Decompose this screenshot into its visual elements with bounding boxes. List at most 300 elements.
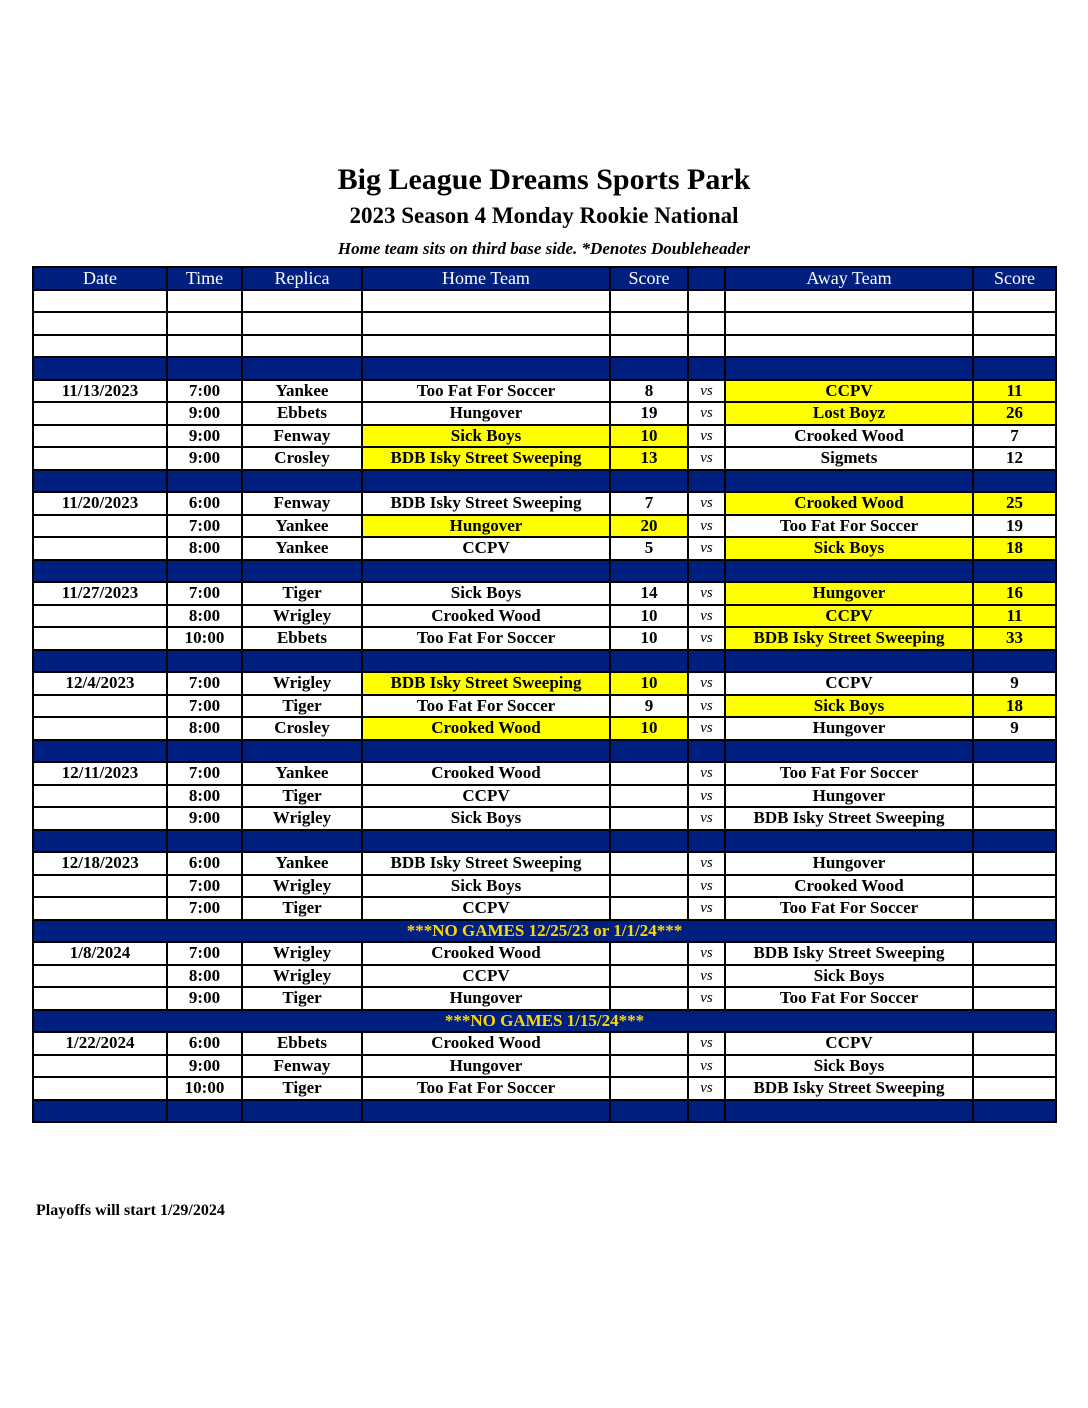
vs-cell [688,560,725,583]
away-team-cell: BDB Isky Street Sweeping [725,1077,973,1100]
away-score-cell [973,1100,1056,1123]
blank-row [33,312,1056,335]
away-score-cell: 9 [973,672,1056,695]
replica-cell: Yankee [242,515,362,538]
away-team-cell [725,312,973,335]
home-team-cell [362,1100,610,1123]
date-cell: 1/8/2024 [33,942,167,965]
away-team-cell: Hungover [725,717,973,740]
date-cell [33,785,167,808]
replica-cell: Ebbets [242,402,362,425]
game-row [33,1055,1056,1078]
home-team-cell: CCPV [362,537,610,560]
home-score-cell: 7 [610,492,688,515]
home-team-cell [362,830,610,853]
away-team-cell: BDB Isky Street Sweeping [725,942,973,965]
page-subtitle: 2023 Season 4 Monday Rookie National [349,203,739,228]
date-cell [33,335,167,358]
home-team-cell: Hungover [362,515,610,538]
time-cell: 9:00 [167,447,242,470]
time-cell: 7:00 [167,942,242,965]
home-score-cell [610,807,688,830]
page-title: Big League Dreams Sports Park [337,163,751,196]
date-cell: 12/18/2023 [33,852,167,875]
home-team-cell: Hungover [362,1055,610,1078]
replica-cell [242,1100,362,1123]
time-cell: 7:00 [167,897,242,920]
away-team-cell [725,650,973,673]
replica-cell: Yankee [242,852,362,875]
replica-cell [242,470,362,493]
replica-cell: Tiger [242,785,362,808]
time-cell: 9:00 [167,987,242,1010]
home-team-cell: Sick Boys [362,807,610,830]
replica-cell: Tiger [242,695,362,718]
header-home-score: Score [610,267,688,290]
date-cell: 11/27/2023 [33,582,167,605]
away-score-cell: 7 [973,425,1056,448]
away-score-cell [973,1055,1056,1078]
home-score-cell [610,312,688,335]
away-score-cell [973,650,1056,673]
vs-cell: vs [688,672,725,695]
time-cell [167,830,242,853]
home-score-cell [610,470,688,493]
home-team-cell: BDB Isky Street Sweeping [362,852,610,875]
away-score-cell [973,830,1056,853]
date-cell [33,605,167,628]
home-team-cell [362,290,610,313]
replica-cell: Wrigley [242,965,362,988]
away-score-cell: 9 [973,717,1056,740]
game-row [33,987,1056,1010]
schedule-body [33,290,1056,1123]
home-team-cell: BDB Isky Street Sweeping [362,672,610,695]
date-cell [33,402,167,425]
vs-cell: vs [688,425,725,448]
away-team-cell: Crooked Wood [725,425,973,448]
away-score-cell [973,807,1056,830]
vs-cell: vs [688,1077,725,1100]
schedule-note: Home team sits on third base side. *Denotes Doubleheader [337,239,751,258]
home-team-cell: Hungover [362,987,610,1010]
away-team-cell: Hungover [725,785,973,808]
home-score-cell [610,1032,688,1055]
vs-cell [688,1100,725,1123]
away-team-cell: Too Fat For Soccer [725,762,973,785]
vs-cell: vs [688,965,725,988]
home-team-cell: Too Fat For Soccer [362,695,610,718]
separator-row [33,1100,1056,1123]
home-team-cell: BDB Isky Street Sweeping [362,447,610,470]
vs-cell: vs [688,447,725,470]
vs-cell [688,312,725,335]
vs-cell: vs [688,852,725,875]
time-cell [167,357,242,380]
game-row [33,380,1056,403]
home-score-cell [610,897,688,920]
game-row [33,965,1056,988]
date-cell [33,1100,167,1123]
home-score-cell [610,942,688,965]
away-team-cell: CCPV [725,605,973,628]
away-score-cell [973,785,1056,808]
date-cell [33,1077,167,1100]
away-score-cell [973,560,1056,583]
away-team-cell [725,560,973,583]
replica-cell: Wrigley [242,605,362,628]
away-team-cell: BDB Isky Street Sweeping [725,807,973,830]
date-cell [33,830,167,853]
home-score-cell [610,650,688,673]
home-score-cell [610,875,688,898]
vs-cell: vs [688,875,725,898]
game-row [33,447,1056,470]
time-cell [167,335,242,358]
away-score-cell: 18 [973,695,1056,718]
replica-cell: Ebbets [242,1032,362,1055]
date-cell [33,965,167,988]
replica-cell: Fenway [242,492,362,515]
date-cell: 1/22/2024 [33,1032,167,1055]
game-row [33,672,1056,695]
home-team-cell: Too Fat For Soccer [362,627,610,650]
separator-row [33,740,1056,763]
vs-cell [688,335,725,358]
home-score-cell: 5 [610,537,688,560]
date-cell [33,875,167,898]
vs-cell: vs [688,897,725,920]
date-cell [33,537,167,560]
away-team-cell: Sigmets [725,447,973,470]
header-home-team: Home Team [362,267,610,290]
replica-cell: Ebbets [242,627,362,650]
date-cell [33,447,167,470]
game-row [33,537,1056,560]
home-score-cell: 10 [610,672,688,695]
time-cell: 10:00 [167,627,242,650]
time-cell: 9:00 [167,1055,242,1078]
date-cell [33,1055,167,1078]
home-score-cell: 9 [610,695,688,718]
replica-cell [242,830,362,853]
vs-cell: vs [688,402,725,425]
replica-cell: Yankee [242,762,362,785]
home-score-cell [610,740,688,763]
home-team-cell: CCPV [362,965,610,988]
away-score-cell [973,357,1056,380]
replica-cell [242,290,362,313]
home-score-cell: 10 [610,627,688,650]
time-cell [167,560,242,583]
date-cell [33,740,167,763]
date-cell [33,717,167,740]
vs-cell: vs [688,380,725,403]
date-cell [33,695,167,718]
away-team-cell: BDB Isky Street Sweeping [725,627,973,650]
vs-cell: vs [688,1055,725,1078]
game-row [33,582,1056,605]
home-team-cell [362,335,610,358]
away-score-cell [973,1077,1056,1100]
away-score-cell [973,335,1056,358]
home-score-cell: 10 [610,605,688,628]
home-team-cell: Crooked Wood [362,717,610,740]
home-score-cell: 13 [610,447,688,470]
replica-cell: Wrigley [242,672,362,695]
home-score-cell: 20 [610,515,688,538]
vs-cell: vs [688,717,725,740]
header-row [33,267,1056,290]
time-cell [167,740,242,763]
away-team-cell [725,830,973,853]
replica-cell [242,335,362,358]
no-games-notice-row [33,920,1056,943]
vs-cell: vs [688,807,725,830]
game-row [33,695,1056,718]
separator-row [33,830,1056,853]
home-score-cell [610,762,688,785]
replica-cell [242,312,362,335]
away-score-cell: 25 [973,492,1056,515]
game-row [33,807,1056,830]
vs-cell: vs [688,785,725,808]
home-team-cell: Crooked Wood [362,762,610,785]
away-team-cell [725,357,973,380]
vs-cell: vs [688,492,725,515]
playoffs-note: Playoffs will start 1/29/2024 [36,1202,225,1219]
time-cell: 7:00 [167,695,242,718]
vs-cell: vs [688,605,725,628]
replica-cell: Wrigley [242,875,362,898]
date-cell [33,897,167,920]
home-score-cell [610,1077,688,1100]
replica-cell [242,357,362,380]
date-cell: 11/20/2023 [33,492,167,515]
away-team-cell: Too Fat For Soccer [725,515,973,538]
home-score-cell: 14 [610,582,688,605]
vs-cell [688,740,725,763]
away-score-cell [973,965,1056,988]
date-cell [33,807,167,830]
home-team-cell: Sick Boys [362,582,610,605]
away-score-cell: 11 [973,380,1056,403]
no-games-notice: ***NO GAMES 1/15/24*** [33,1010,1056,1033]
time-cell: 7:00 [167,672,242,695]
time-cell [167,650,242,673]
home-score-cell [610,335,688,358]
home-team-cell: CCPV [362,897,610,920]
home-team-cell [362,470,610,493]
separator-row [33,357,1056,380]
away-team-cell: CCPV [725,672,973,695]
home-score-cell: 8 [610,380,688,403]
vs-cell: vs [688,537,725,560]
replica-cell: Yankee [242,537,362,560]
replica-cell: Yankee [242,380,362,403]
away-score-cell [973,852,1056,875]
time-cell: 9:00 [167,402,242,425]
home-team-cell: CCPV [362,785,610,808]
vs-cell [688,830,725,853]
time-cell: 6:00 [167,1032,242,1055]
home-score-cell [610,785,688,808]
replica-cell: Tiger [242,987,362,1010]
home-team-cell: Crooked Wood [362,942,610,965]
away-score-cell [973,290,1056,313]
game-row [33,515,1056,538]
time-cell [167,470,242,493]
header-away-team: Away Team [725,267,973,290]
away-team-cell [725,470,973,493]
time-cell: 8:00 [167,965,242,988]
away-score-cell [973,875,1056,898]
time-cell: 6:00 [167,492,242,515]
away-team-cell [725,335,973,358]
time-cell: 8:00 [167,605,242,628]
time-cell: 7:00 [167,875,242,898]
replica-cell: Tiger [242,1077,362,1100]
time-cell: 8:00 [167,717,242,740]
away-score-cell [973,470,1056,493]
vs-cell: vs [688,515,725,538]
away-score-cell [973,762,1056,785]
home-team-cell [362,312,610,335]
away-team-cell: Sick Boys [725,965,973,988]
home-team-cell [362,650,610,673]
home-team-cell: Sick Boys [362,875,610,898]
home-team-cell [362,357,610,380]
time-cell: 8:00 [167,785,242,808]
vs-cell [688,650,725,673]
home-team-cell: Crooked Wood [362,1032,610,1055]
replica-cell: Wrigley [242,807,362,830]
time-cell: 9:00 [167,807,242,830]
home-score-cell [610,965,688,988]
no-games-notice-row [33,1010,1056,1033]
replica-cell: Crosley [242,447,362,470]
home-score-cell [610,830,688,853]
home-team-cell: Crooked Wood [362,605,610,628]
vs-cell: vs [688,1032,725,1055]
home-score-cell [610,1055,688,1078]
game-row [33,852,1056,875]
game-row [33,785,1056,808]
header-away-score: Score [973,267,1056,290]
replica-cell: Fenway [242,425,362,448]
time-cell [167,1100,242,1123]
date-cell [33,987,167,1010]
away-team-cell [725,1100,973,1123]
time-cell: 7:00 [167,380,242,403]
time-cell: 8:00 [167,537,242,560]
game-row [33,897,1056,920]
game-row [33,875,1056,898]
date-cell [33,560,167,583]
time-cell: 9:00 [167,425,242,448]
home-score-cell [610,290,688,313]
vs-cell [688,470,725,493]
game-row [33,605,1056,628]
away-score-cell: 11 [973,605,1056,628]
away-team-cell: Sick Boys [725,1055,973,1078]
header-replica: Replica [242,267,362,290]
away-team-cell [725,290,973,313]
away-team-cell: Too Fat For Soccer [725,897,973,920]
game-row [33,492,1056,515]
replica-cell: Wrigley [242,942,362,965]
date-cell [33,627,167,650]
vs-cell: vs [688,942,725,965]
home-score-cell [610,357,688,380]
home-score-cell [610,987,688,1010]
game-row [33,402,1056,425]
time-cell [167,312,242,335]
vs-cell: vs [688,582,725,605]
separator-row [33,650,1056,673]
away-score-cell [973,312,1056,335]
home-score-cell: 10 [610,717,688,740]
home-team-cell: Hungover [362,402,610,425]
away-score-cell [973,987,1056,1010]
separator-row [33,560,1056,583]
away-team-cell: Crooked Wood [725,875,973,898]
replica-cell: Tiger [242,897,362,920]
header-vs [688,267,725,290]
vs-cell [688,357,725,380]
replica-cell: Crosley [242,717,362,740]
away-score-cell: 18 [973,537,1056,560]
date-cell: 12/4/2023 [33,672,167,695]
time-cell: 7:00 [167,582,242,605]
home-team-cell [362,740,610,763]
away-score-cell: 12 [973,447,1056,470]
vs-cell: vs [688,627,725,650]
game-row [33,717,1056,740]
blank-row [33,335,1056,358]
date-cell: 11/13/2023 [33,380,167,403]
time-cell [167,290,242,313]
home-score-cell [610,1100,688,1123]
date-cell [33,312,167,335]
game-row [33,1032,1056,1055]
schedule-table [32,266,1057,1123]
away-team-cell: Hungover [725,582,973,605]
home-team-cell: Sick Boys [362,425,610,448]
home-score-cell [610,560,688,583]
away-team-cell: CCPV [725,380,973,403]
away-team-cell: Lost Boyz [725,402,973,425]
header-date: Date [33,267,167,290]
date-cell: 12/11/2023 [33,762,167,785]
away-team-cell: Hungover [725,852,973,875]
vs-cell: vs [688,695,725,718]
date-cell [33,290,167,313]
replica-cell [242,740,362,763]
vs-cell [688,290,725,313]
game-row [33,1077,1056,1100]
away-score-cell [973,942,1056,965]
home-score-cell: 19 [610,402,688,425]
date-cell [33,515,167,538]
home-team-cell [362,560,610,583]
time-cell: 7:00 [167,515,242,538]
away-score-cell: 16 [973,582,1056,605]
away-team-cell: Sick Boys [725,537,973,560]
date-cell [33,470,167,493]
away-score-cell: 26 [973,402,1056,425]
time-cell: 7:00 [167,762,242,785]
